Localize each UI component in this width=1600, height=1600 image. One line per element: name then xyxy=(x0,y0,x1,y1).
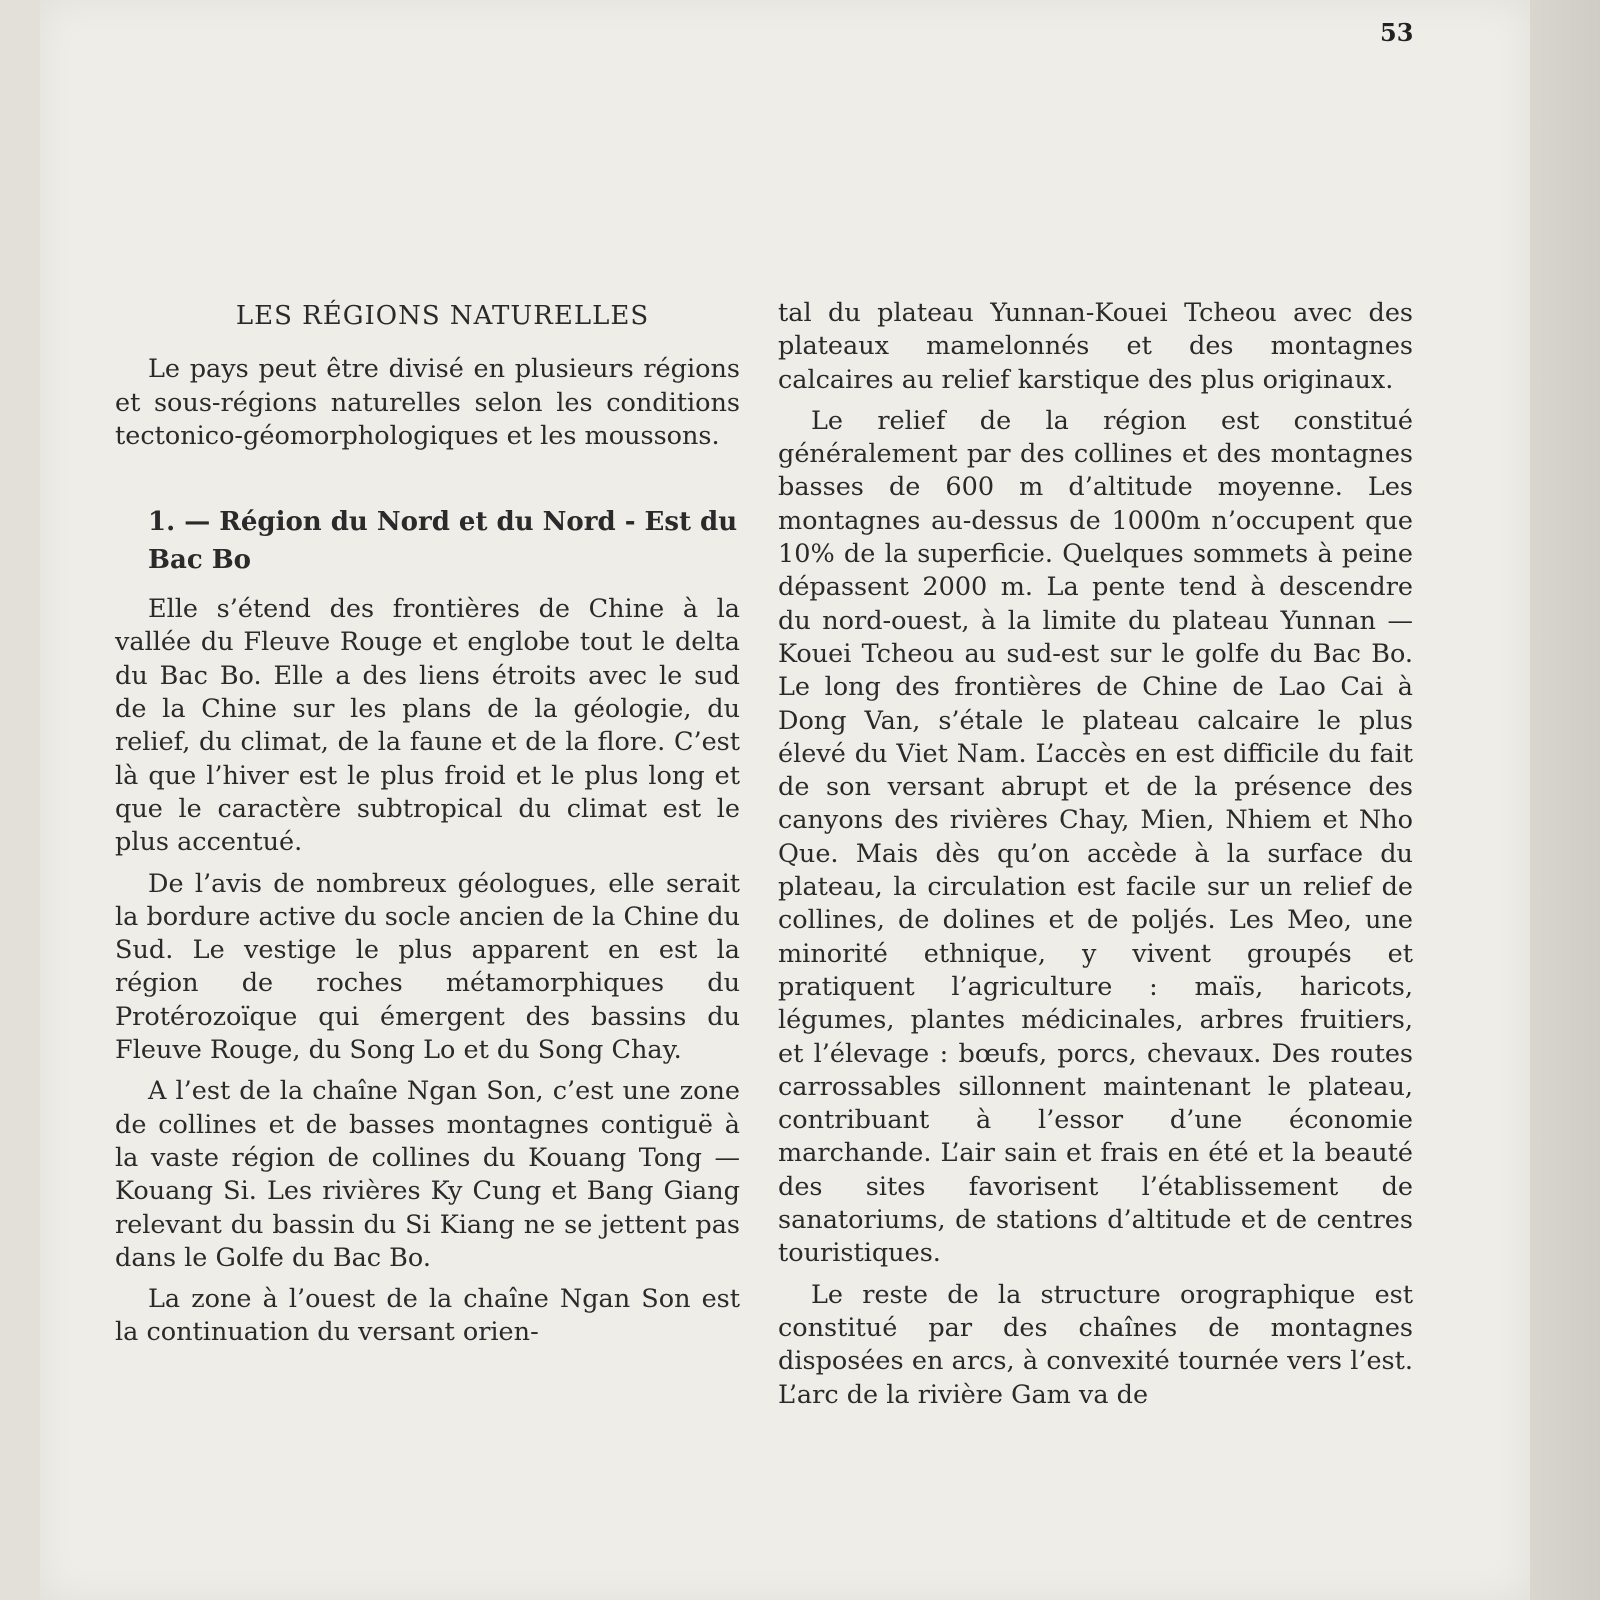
page-number: 53 xyxy=(1380,18,1414,47)
subheading: 1. — Région du Nord et du Nord - Est du Bac Bo xyxy=(148,507,738,576)
left-column xyxy=(115,300,740,1358)
continuation-paragraph: tal du plateau Yunnan-Kouei Tcheou avec des plateaux mamelonnés et des montagnes calcaires au relief karstique des plus originaux. xyxy=(778,298,1413,395)
right-column xyxy=(778,297,1413,1420)
section-title: LES RÉGIONS NATURELLES xyxy=(235,301,650,331)
paragraph: De l’avis de nombreux géologues, elle serait la bordure active du socle ancien de la Chine du Sud. Le vestige le plus apparent en est la région de roches métamorphiques du Protérozoïque qui émergent des bassins du Fleuve Rouge, du Song Lo et du Song Chay. xyxy=(115,868,740,1066)
page-edge xyxy=(1530,0,1600,1600)
paragraph: Le relief de la région est constitué généralement par des collines et des montagnes basses de 600 m d’altitude moyenne. Les montagnes au-dessus de 1000m n’occupent que 10% de la superficie. Quelques sommets à peine dépassent 2000 m. La pente tend à descendre du nord-ouest, à la limite du plateau Yunnan — Kouei Tcheou au sud-est sur le golfe du Bac Bo. Le long des frontières de Chine de Lao Cai à Dong Van, s’étale le plateau calcaire le plus élevé du Viet Nam. L’accès en est difficile du fait de son versant abrupt et de la présence des canyons des rivières Chay, Mien, Nhiem et Nho Que. Mais dès qu’on accède à la surface du plateau, la circulation est facile sur un relief de collines, de dolines et de poljés. Les Meo, une minorité ethnique, y vivent groupés et pratiquent l’agriculture : maïs, haricots, légumes, plantes médicinales, arbres fruitiers, et l’élevage : bœufs, porcs, chevaux. Des routes carrossables sillonnent maintenant le plateau, contribuant à l’essor d’une économie marchande. L’air sain et frais en été et la beauté des sites favorisent l’établissement de sanatoriums, de stations d’altitude et de centres touristiques. xyxy=(778,405,1413,1269)
paragraph: La zone à l’ouest de la chaîne Ngan Son est la continuation du versant orien- xyxy=(115,1284,740,1348)
paragraph: Elle s’étend des frontières de Chine à la vallée du Fleuve Rouge et englobe tout le delta du Bac Bo. Elle a des liens étroits avec le sud de la Chine sur les plans de la géologie, du relief, du climat, de la faune et de la flore. C’est là que l’hiver est le plus froid et le plus long et que le caractère subtropical du climat est le plus accentué. xyxy=(115,594,740,858)
paragraph: A l’est de la chaîne Ngan Son, c’est une zone de collines et de basses montagnes contiguë à la vaste région de collines du Kouang Tong — Kouang Si. Les rivières Ky Cung et Bang Giang relevant du bassin du Si Kiang ne se jettent pas dans le Golfe du Bac Bo. xyxy=(115,1076,740,1273)
intro-paragraph: Le pays peut être divisé en plusieurs régions et sous-régions naturelles selon les conditions tectonico-géomorphologiques et les moussons. xyxy=(115,354,740,451)
paragraph: Le reste de la structure orographique est constitué par des chaînes de montagnes disposées en arcs, à convexité tournée vers l’est. L’arc de la rivière Gam va de xyxy=(778,1279,1413,1410)
